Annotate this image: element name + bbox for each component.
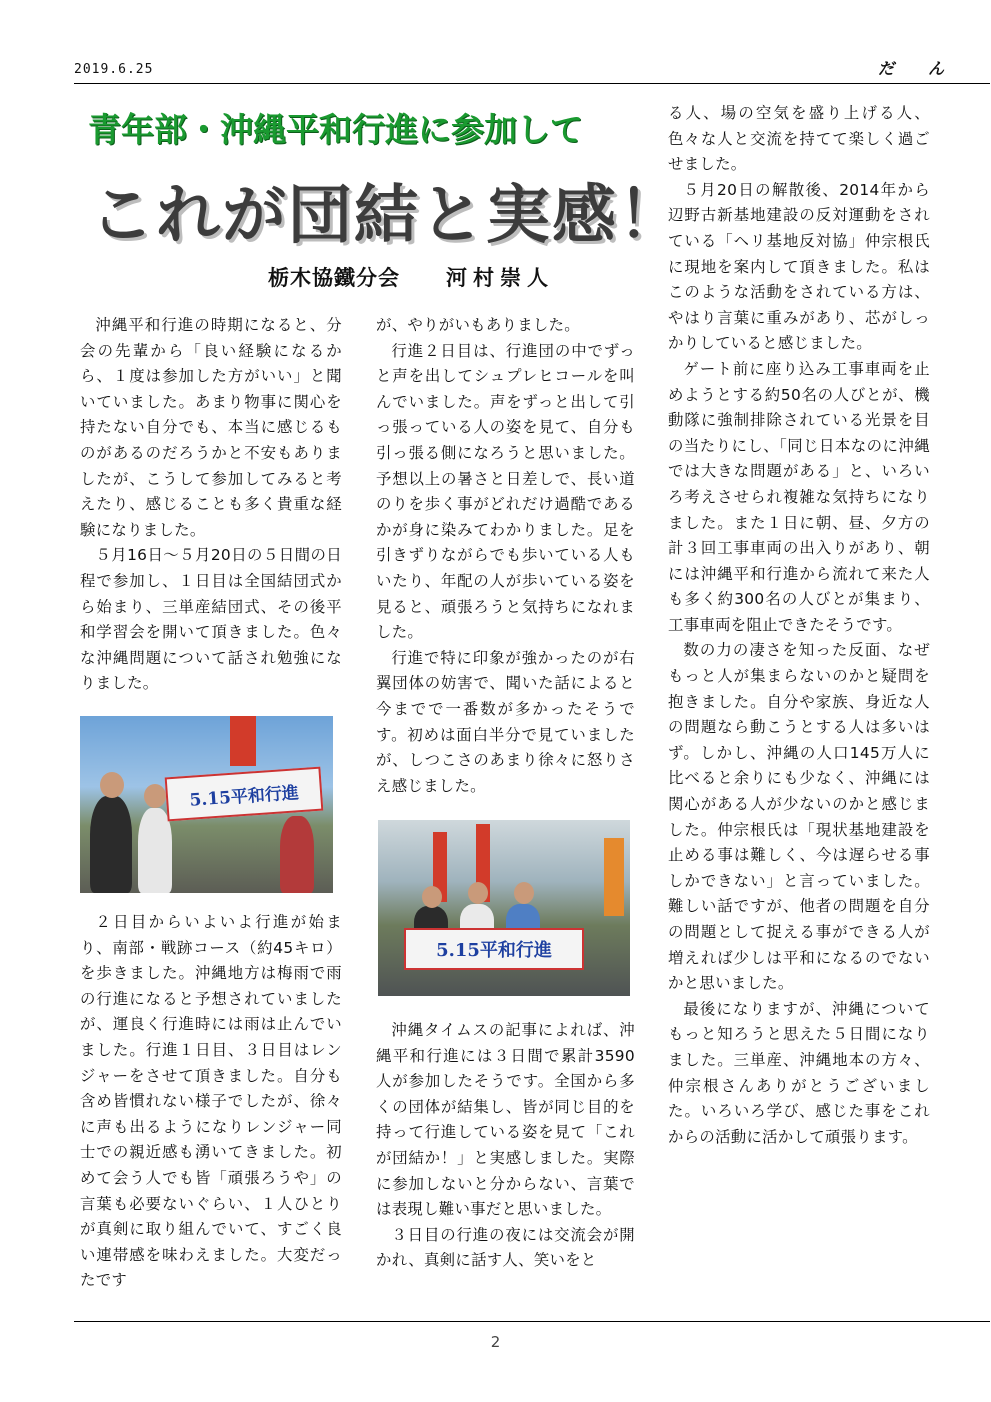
- person-head-shape: [468, 882, 488, 904]
- paragraph: 行進で特に印象が強かったのが右翼団体の妨害で、聞いた話によると今までで一番数が多かったそうです。初めは面白半分で見ていましたが、しつこさのあまり徐々に怒りさえ感じました。: [376, 648, 635, 795]
- article-title: これが団結と実感！: [90, 179, 684, 253]
- flag-shape: [230, 716, 256, 766]
- person-head-shape: [100, 772, 124, 798]
- article-byline: [268, 262, 648, 292]
- person-head-shape: [514, 882, 534, 904]
- march-photo-1: [80, 716, 333, 893]
- paragraph: 数の力の凄さを知った反面、なぜもっと人が集まらないのかと疑問を抱きました。自分や家族、身近な人の問題なら動こうとする人は多いはず。しかし、沖縄の人口145万人に比べると余りにも少なく、沖縄には関心がある人が少ないのかと感じました。仲宗根氏は「現状基地建設を止める事は難しく、今は遅らせる事しかできない」と言っていました。難しい話ですが、他者の問題を自分の問題として捉える事ができる人が増えれば少しは平和になるのでないかと思いました。: [668, 641, 930, 993]
- paragraph: ゲート前に座り込み工事車両を止めようとする約50名の人びとが、機動隊に強制排除されている光景を目の当たりにし、「同じ日本なのに沖縄では大きな問題がある」と、いろいろ考えさせられ複雑な気持ちになりました。また１日に朝、昼、夕方の計３回工事車両の出入りがあり、朝には沖縄平和行進から流れて来た人も多く約300名の人びとが集まり、工事車両を阻止できたそうです。: [668, 359, 930, 634]
- person-head-shape: [144, 784, 166, 808]
- paragraph: が、やりがいもありました。: [376, 316, 580, 334]
- person-shape: [280, 816, 314, 893]
- paragraph: 行進２日目は、行進団の中でずっと声を出してシュプレヒコールを叫んでいました。声をずっと出して引っ張っている人の姿を見て、自分も引っ張る側になろうと思いました。予想以上の暑さと日差しで、長い道のりを歩く事がどれだけ過酷であるかが身に染みてわかりました。足を引きずりながらでも歩いている人もいたり、年配の人が歩いている姿を見ると、頑張ろうと気持ちになれました。: [376, 341, 635, 642]
- person-shape: [90, 796, 132, 893]
- march-banner: 5.15平和行進: [404, 928, 584, 970]
- paragraph: る人、場の空気を盛り上げる人、色々な人と交流を持てて楽しく過ごせました。: [668, 104, 930, 174]
- paragraph: 最後になりますが、沖縄についてもっと知ろうと思えた５日間になりました。三単産、沖縄地本の方々、仲宗根さんありがとうございました。いろいろ学び、感じた事をこれからの活動に活かして頑張ります。: [668, 999, 930, 1146]
- paragraph: ３日目の行進の夜には交流会が開かれ、真剣に話す人、笑いをと: [376, 1225, 635, 1270]
- paragraph: 沖縄タイムスの記事によれば、沖縄平和行進には３日間で累計3590人が参加したそうです。全国から多くの団体が結集し、皆が同じ目的を持って行進している姿を見て「これが団結か！」と実感しました。実際に参加しないと分からない、言葉では表現し難い事だと思いました。: [376, 1021, 635, 1219]
- bottom-divider: [74, 1321, 990, 1322]
- page-number: 2: [490, 1333, 501, 1351]
- paragraph: ２日目からいよいよ行進が始まり、南部・戦跡コース（約45キロ）を歩きました。沖縄地方は梅雨で雨の行進になると予想されていましたが、運良く行進時には雨は止んでいました。行進１日目、３日目はレンジャーをさせて頂きました。自分も含め皆慣れない様子でしたが、徐々に声も出るようになりレンジャー同士での親近感も湧いてきました。初めて会う人でも皆「頑張ろうや」の言葉も必要ないぐらい、１人ひとりが真剣に取り組んでいて、すごく良い連帯感を味わえました。大変だったです: [80, 913, 342, 1290]
- column-1-top: [80, 313, 342, 697]
- column-2-bottom: [376, 1018, 635, 1274]
- paragraph: ５月16日～５月20日の５日間の日程で参加し、１日目は全国結団式から始まり、三単産結団式、その後平和学習会を開いて頂きました。色々な沖縄問題について話され勉強になりました。: [80, 546, 342, 693]
- byline-org: 栃木協鐵分会: [268, 266, 400, 290]
- column-1-bottom: [80, 910, 342, 1294]
- flag-shape: [604, 838, 624, 916]
- article-headline: 青年部・沖縄平和行進に参加して: [88, 110, 583, 149]
- person-head-shape: [422, 886, 442, 908]
- newsletter-name: だん: [878, 59, 979, 78]
- column-2-top: [376, 313, 635, 799]
- paragraph: ５月20日の解散後、2014年から辺野古新基地建設の反対運動をされている「ヘリ基地反対協」仲宗根氏に現地を案内して頂きました。私はこのような活動をされている方は、やはり言葉に重みがあり、芯がしっかりしていると感じました。: [668, 180, 930, 353]
- march-photo-2: [378, 820, 630, 996]
- top-divider: [74, 83, 990, 84]
- march-banner: 5.15平和行進: [165, 767, 324, 822]
- byline-author: 河村崇人: [446, 266, 554, 290]
- issue-date: 2019.6.25: [74, 62, 154, 77]
- paragraph: 沖縄平和行進の時期になると、分会の先輩から「良い経験になるから、１度は参加した方がいい」と聞いていました。あまり物事に関心を持たない自分でも、本当に感じるものがあるのだろうかと不安もありましたが、こうして参加してみると考えたり、感じることも多く貴重な経験になりました。: [80, 316, 342, 539]
- column-3: [668, 101, 930, 1150]
